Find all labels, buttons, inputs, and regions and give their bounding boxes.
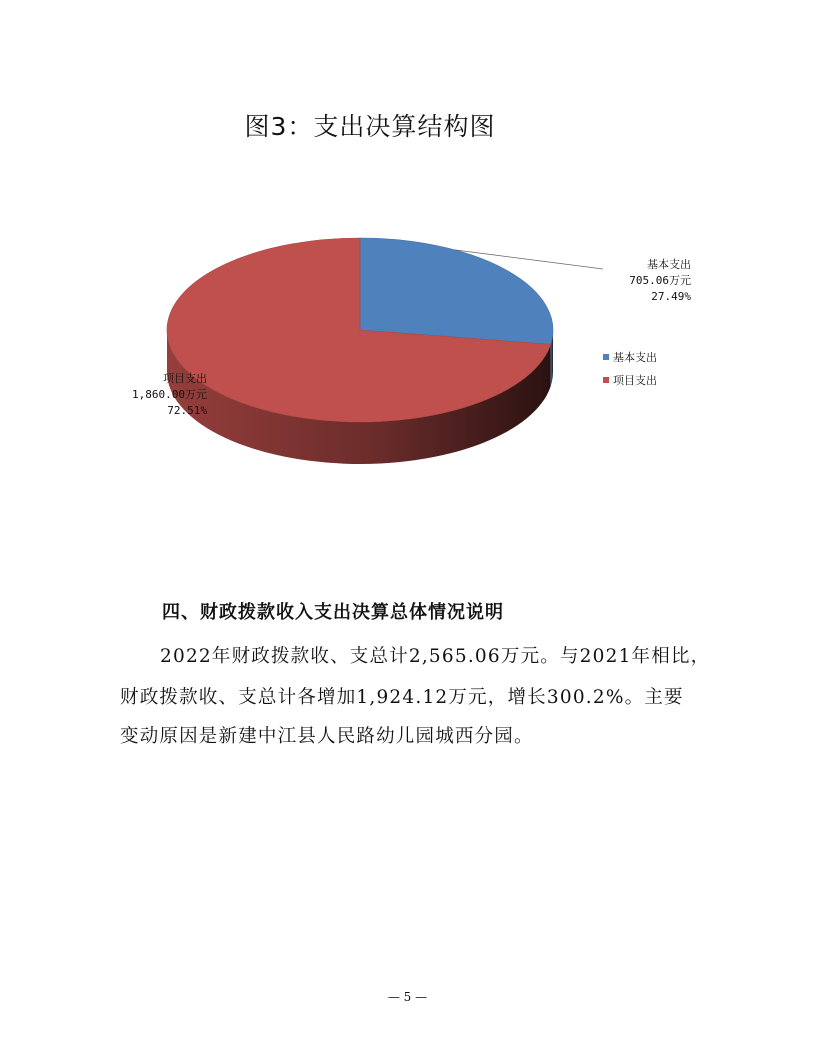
section-heading: 四、财政拨款收入支出决算总体情况说明 xyxy=(162,602,504,623)
slice-label-basic-amount: 705.06万元 xyxy=(629,274,691,287)
slice-label-project-amount: 1,860.00万元 xyxy=(132,388,207,401)
slice-label-project-percent: 72.51% xyxy=(167,404,207,417)
paragraph-line-3: 变动原因是新建中江县人民路幼儿园城西分园。 xyxy=(120,726,534,747)
slice-label-basic xyxy=(603,257,691,305)
legend-swatch-basic xyxy=(603,354,609,360)
pie-chart-svg xyxy=(115,95,705,585)
page-number: — 5 — xyxy=(387,990,428,1004)
legend-swatch-project xyxy=(603,377,609,383)
slice-label-basic-name: 基本支出 xyxy=(647,258,691,271)
chart-title: 图3：支出决算结构图 xyxy=(244,112,496,141)
pie-chart xyxy=(115,95,705,585)
paragraph-line-2: 财政拨款收、支总计各增加1,924.12万元，增长300.2%。主要 xyxy=(120,687,684,708)
legend-label-basic: 基本支出 xyxy=(613,350,657,364)
chart-legend xyxy=(603,345,657,391)
pie-slice-0 xyxy=(360,238,553,344)
slice-label-basic-percent: 27.49% xyxy=(651,290,691,303)
legend-label-project: 项目支出 xyxy=(613,373,657,387)
paragraph-line-1: 2022年财政拨款收、支总计2,565.06万元。与2021年相比， xyxy=(160,646,711,667)
slice-label-project xyxy=(115,371,207,419)
slice-label-project-name: 项目支出 xyxy=(163,372,207,385)
legend-item-basic xyxy=(603,345,657,368)
legend-item-project xyxy=(603,368,657,391)
